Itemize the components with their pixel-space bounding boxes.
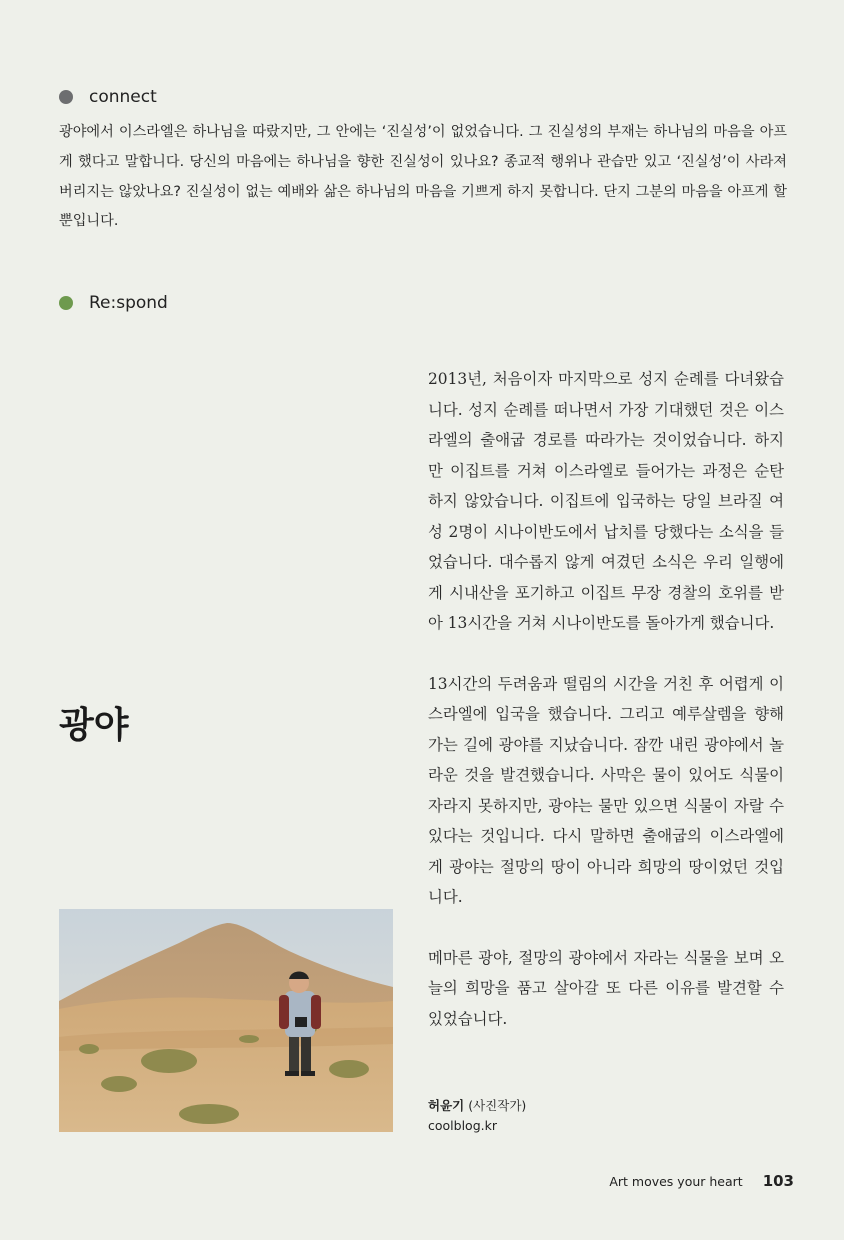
- connect-heading: [59, 87, 157, 107]
- article-title: 광야: [59, 704, 129, 746]
- author-credit: [428, 1096, 526, 1136]
- article-body: [428, 364, 784, 1034]
- connect-heading-label: connect: [89, 87, 157, 107]
- respond-heading: [59, 293, 168, 313]
- author-site: coolblog.kr: [428, 1118, 497, 1133]
- respond-heading-label: Re:spond: [89, 293, 168, 313]
- body-paragraph-3: 메마른 광야, 절망의 광야에서 자라는 식물을 보며 오늘의 희망을 품고 살아갈 또 다른 이유를 발견할 수 있었습니다.: [428, 948, 784, 1028]
- body-paragraph-1: 2013년, 처음이자 마지막으로 성지 순례를 다녀왔습니다. 성지 순례를 떠나면서 가장 기대했던 것은 이스라엘의 출애굽 경로를 따라가는 것이었습니다. 하지만 이집트를 거쳐 이스라엘로 들어가는 과정은 순탄하지 않았습니다. 이집트에 입국하는 당일 브라질 여성 2명이 시나이반도에서 납치를 당했다는 소식을 들었습니다. 대수롭지 않게 여겼던 소식은 우리 일행에게 시내산을 포기하고 이집트 무장 경찰의 호위를 받아 13시간을 거쳐 시나이반도를 돌아가게 했습니다.: [428, 370, 784, 632]
- author-role: (사진작가): [468, 1098, 527, 1113]
- wilderness-photo: [59, 909, 393, 1132]
- page-footer: [609, 1172, 794, 1190]
- connect-bullet-icon: [59, 90, 73, 104]
- body-paragraph-2: 13시간의 두려움과 떨림의 시간을 거친 후 어렵게 이스라엘에 입국을 했습니다. 그리고 예루살렘을 향해 가는 길에 광야를 지났습니다. 잠깐 내린 광야에서 놀라운 것을 발견했습니다. 사막은 물이 있어도 식물이 자라지 못하지만, 광야는 물만 있으면 식물이 자랄 수 있다는 것입니다. 다시 말하면 출애굽의 이스라엘에게 광야는 절망의 땅이 아니라 희망의 땅이었던 것입니다.: [428, 674, 784, 906]
- connect-text: 광야에서 이스라엘은 하나님을 따랐지만, 그 안에는 ‘진실성’이 없었습니다. 그 진실성의 부재는 하나님의 마음을 아프게 했다고 말합니다. 당신의 마음에는 하나님을 향한 진실성이 있나요? 종교적 행위나 관습만 있고 ‘진실성’이 사라져 버리지는 않았나요? 진실성이 없는 예배와 삶은 하나님의 마음을 기쁘게 하지 못합니다. 단지 그분의 마음을 아프게 할 뿐입니다.: [59, 124, 787, 230]
- footer-tagline: Art moves your heart: [609, 1174, 743, 1189]
- respond-bullet-icon: [59, 296, 73, 310]
- page-number: 103: [762, 1172, 794, 1190]
- author-name: 허윤기: [428, 1098, 465, 1113]
